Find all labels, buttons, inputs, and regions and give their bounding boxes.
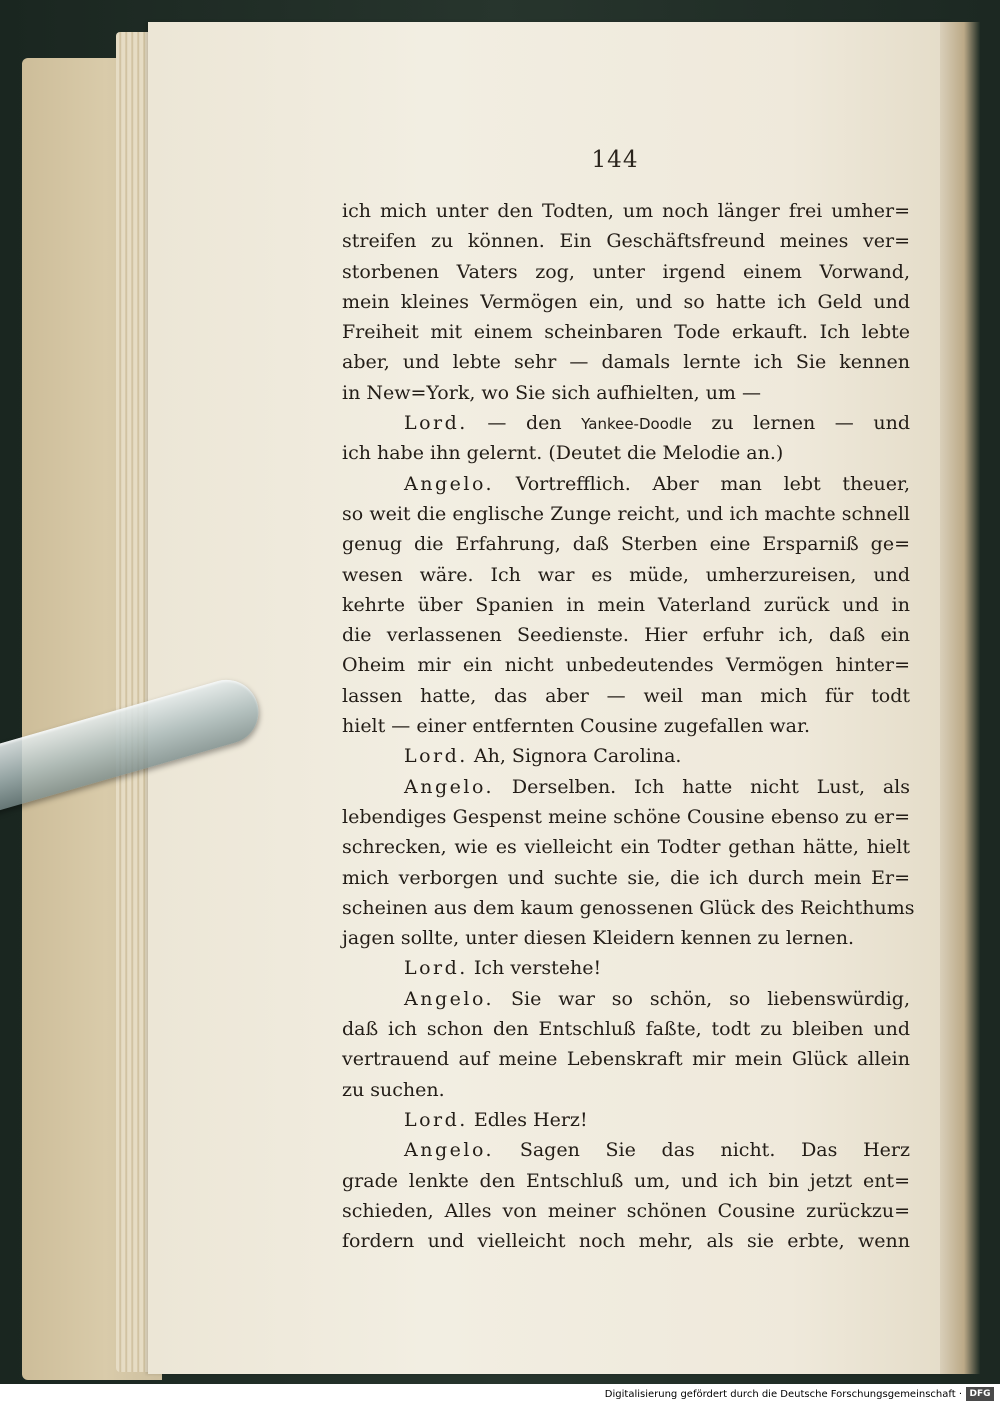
- text-line: [342, 711, 910, 741]
- speaker-name: Angelo.: [404, 1139, 495, 1162]
- text-line: [342, 893, 915, 923]
- text-line: [342, 1044, 910, 1074]
- footer-credit: Digitalisierung gefördert durch die Deutsche Forschungsgemeinschaft ·: [604, 1389, 962, 1400]
- line-text: lassen hatte, das aber — weil man mich für todt: [342, 684, 910, 707]
- line-text: genug die Erfahrung, daß Sterben eine Ersparniß ge=: [342, 533, 910, 556]
- speaker-name: Lord.: [404, 745, 468, 768]
- dfg-logo: DFG: [966, 1387, 994, 1401]
- line-text: storbenen Vaters zog, unter irgend einem Vorwand,: [342, 260, 910, 283]
- text-line: [342, 1226, 910, 1256]
- text-line: [342, 317, 910, 347]
- text-line: [342, 469, 910, 499]
- line-text: aber, und lebte sehr — damals lernte ich Sie kennen: [342, 351, 910, 374]
- text-line: [342, 287, 910, 317]
- line-text: Freiheit mit einem scheinbaren Tode erkauft. Ich lebte: [342, 321, 910, 344]
- text-line: [342, 560, 910, 590]
- line-text: so weit die englische Zunge reicht, und ich machte schnell: [342, 502, 910, 525]
- line-text: Ich verstehe!: [473, 957, 602, 980]
- line-text: ich habe ihn gelernt. (Deutet die Melodie an.): [342, 442, 784, 465]
- line-text: zu suchen.: [342, 1078, 445, 1101]
- line-text: Derselben. Ich hatte nicht Lust, als: [511, 775, 910, 798]
- text-line: [342, 499, 910, 529]
- line-text: scheinen aus dem kaum genossenen Glück des Reichthums: [342, 896, 915, 919]
- line-text: jagen sollte, unter diesen Kleidern kennen zu lernen.: [342, 927, 854, 950]
- line-text: hielt — einer entfernten Cousine zugefallen war.: [342, 715, 811, 738]
- text-line: [342, 772, 910, 802]
- line-text: mein kleines Vermögen ein, und so hatte ich Geld und: [342, 290, 910, 313]
- line-text: schieden, Alles von meiner schönen Cousine zurückzu=: [342, 1199, 910, 1222]
- text-line: [342, 741, 910, 771]
- text-line: [342, 1196, 910, 1226]
- text-line: [342, 196, 910, 226]
- text-line: [342, 620, 910, 650]
- line-text: ich mich unter den Todten, um noch länger frei umher=: [342, 200, 910, 222]
- text-line: [342, 590, 910, 620]
- text-line: [342, 953, 910, 983]
- line-text: mich verborgen und suchte sie, die ich durch mein Er=: [342, 866, 910, 889]
- text-line: [342, 226, 910, 256]
- line-text: zu lernen — und: [691, 412, 910, 435]
- text-line: [342, 1075, 910, 1105]
- page-text: [342, 196, 915, 1256]
- text-line: [342, 1166, 910, 1196]
- text-line: [342, 802, 910, 832]
- text-line: [342, 650, 910, 680]
- line-text: in New=York, wo Sie sich aufhielten, um —: [342, 381, 761, 404]
- line-text: Sie war so schön, so liebenswürdig,: [511, 987, 911, 1010]
- text-line: [342, 529, 910, 559]
- text-line: [342, 1014, 910, 1044]
- line-text: daß ich schon den Entschluß faßte, todt zu bleiben und: [342, 1018, 910, 1041]
- line-text: Edles Herz!: [473, 1108, 588, 1131]
- speaker-name: Angelo.: [404, 472, 495, 495]
- book-gutter: [940, 22, 980, 1374]
- line-text: streifen zu können. Ein Geschäftsfreund meines ver=: [342, 230, 910, 253]
- latin-type-text: Yankee-Doodle: [581, 415, 692, 434]
- line-text: die verlassenen Seedienste. Hier erfuhr ich, daß ein: [342, 624, 910, 647]
- text-line: [342, 1135, 910, 1165]
- speaker-name: Lord.: [404, 412, 468, 435]
- line-text: schrecken, wie es vielleicht ein Todter gethan hätte, hielt: [342, 836, 910, 859]
- line-text: vertrauend auf meine Lebenskraft mir mein Glück allein: [342, 1048, 910, 1071]
- speaker-name: Angelo.: [404, 987, 495, 1010]
- line-text: kehrte über Spanien in mein Vaterland zurück und in: [342, 593, 910, 616]
- line-text: lebendiges Gespenst meine schöne Cousine ebenso zu er=: [342, 805, 910, 828]
- line-text: grade lenkte den Entschluß um, und ich bin jetzt ent=: [342, 1169, 910, 1192]
- text-line: [342, 408, 910, 438]
- text-line: [342, 681, 910, 711]
- speaker-name: Angelo.: [404, 775, 495, 798]
- line-text: Vortrefflich. Aber man lebt theuer,: [515, 472, 910, 495]
- text-line: [342, 1105, 910, 1135]
- speaker-name: Lord.: [404, 1108, 468, 1131]
- text-line: [342, 863, 910, 893]
- line-text: wesen wäre. Ich war es müde, umherzureisen, und: [342, 563, 910, 586]
- line-text-prefix: — den: [487, 412, 582, 435]
- text-line: [342, 832, 910, 862]
- text-line: [342, 923, 910, 953]
- text-line: [342, 378, 910, 408]
- line-text: Oheim mir ein nicht unbedeutendes Vermögen hinter=: [342, 654, 910, 677]
- text-line: [342, 438, 910, 468]
- line-text: fordern und vielleicht noch mehr, als sie erbte, wenn: [342, 1230, 910, 1253]
- text-line: [342, 347, 910, 377]
- line-text: Ah, Signora Carolina.: [473, 745, 682, 768]
- speaker-name: Lord.: [404, 957, 468, 980]
- text-line: [342, 984, 910, 1014]
- line-text: Sagen Sie das nicht. Das Herz: [519, 1139, 910, 1162]
- page-number: 144: [591, 147, 639, 173]
- text-line: [342, 257, 910, 287]
